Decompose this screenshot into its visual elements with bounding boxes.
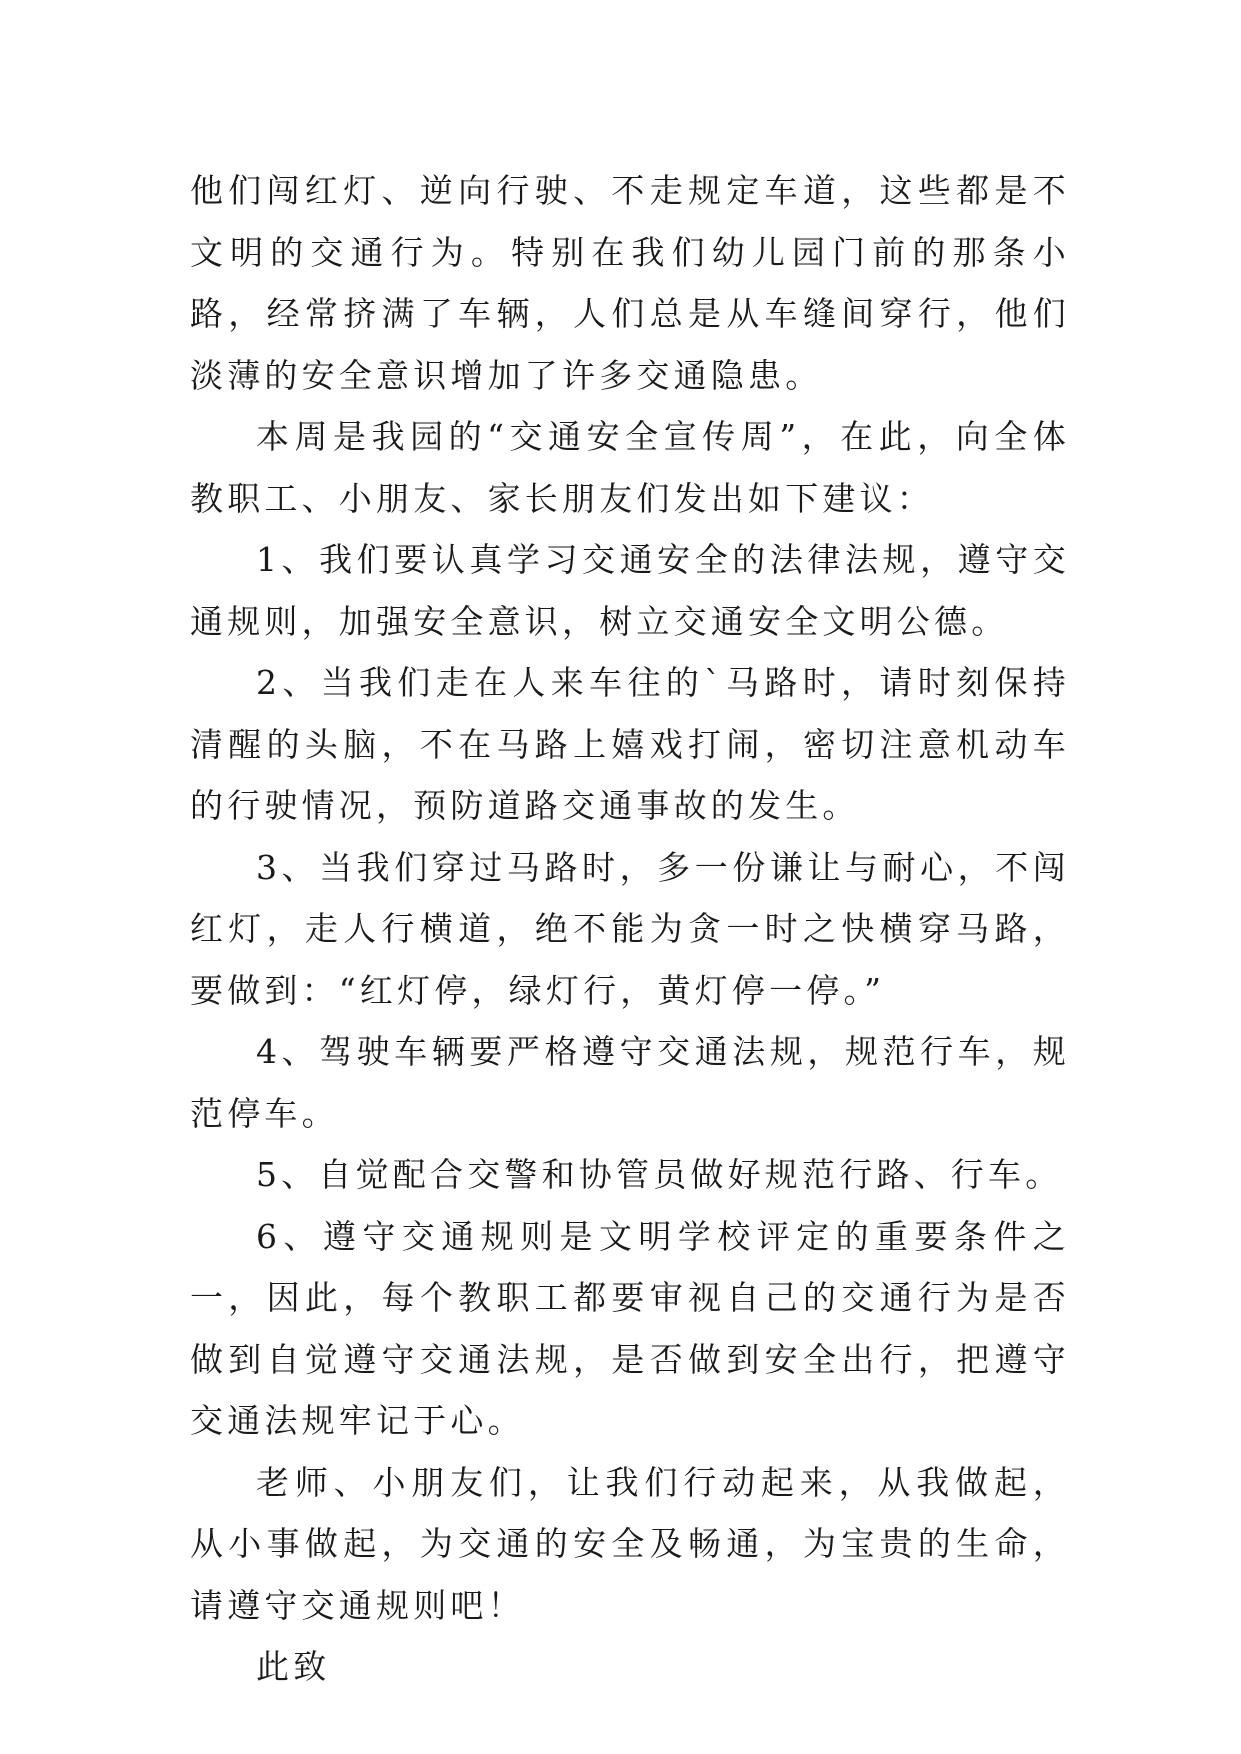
paragraph-suggestion-4: 4、驾驶车辆要严格遵守交通法规，规范行车，规范停车。 xyxy=(190,1032,1070,1133)
paragraph-suggestion-5: 5、自觉配合交警和协管员做好规范行路、行车。 xyxy=(256,1155,1063,1194)
paragraph-intro: 他们闯红灯、逆向行驶、不走规定车道，这些都是不文明的交通行为。特别在我们幼儿园门前的那条小路，经常挤满了车辆，人们总是从车缝间穿行，他们淡薄的安全意识增加了许多交通隐患。 xyxy=(190,171,1070,395)
paragraph-closing: 此致 xyxy=(256,1647,331,1686)
paragraph-announcement: 本周是我园的“交通安全宣传周”，在此，向全体教职工、小朋友、家长朋友们发出如下建议： xyxy=(190,417,1070,518)
paragraph-call-to-action: 老师、小朋友们，让我们行动起来，从我做起，从小事做起，为交通的安全及畅通，为宝贵的生命，请遵守交通规则吧！ xyxy=(190,1462,1070,1625)
paragraph-suggestion-2: 2、当我们走在人来车往的`马路时，请时刻保持清醒的头脑，不在马路上嬉戏打闹，密切注意机动车的行驶情况，预防道路交通事故的发生。 xyxy=(190,663,1070,825)
paragraph-suggestion-3: 3、当我们穿过马路时，多一份谦让与耐心，不闯红灯，走人行横道，绝不能为贪一时之快横穿马路，要做到：“红灯停，绿灯行，黄灯停一停。” xyxy=(190,847,1070,1010)
paragraph-suggestion-1: 1、我们要认真学习交通安全的法律法规，遵守交通规则，加强安全意识，树立交通安全文明公德。 xyxy=(190,540,1070,641)
document-body xyxy=(190,160,1070,1698)
paragraph-suggestion-6: 6、遵守交通规则是文明学校评定的重要条件之一，因此，每个教职工都要审视自己的交通行为是否做到自觉遵守交通法规，是否做到安全出行，把遵守交通法规牢记于心。 xyxy=(190,1216,1070,1440)
